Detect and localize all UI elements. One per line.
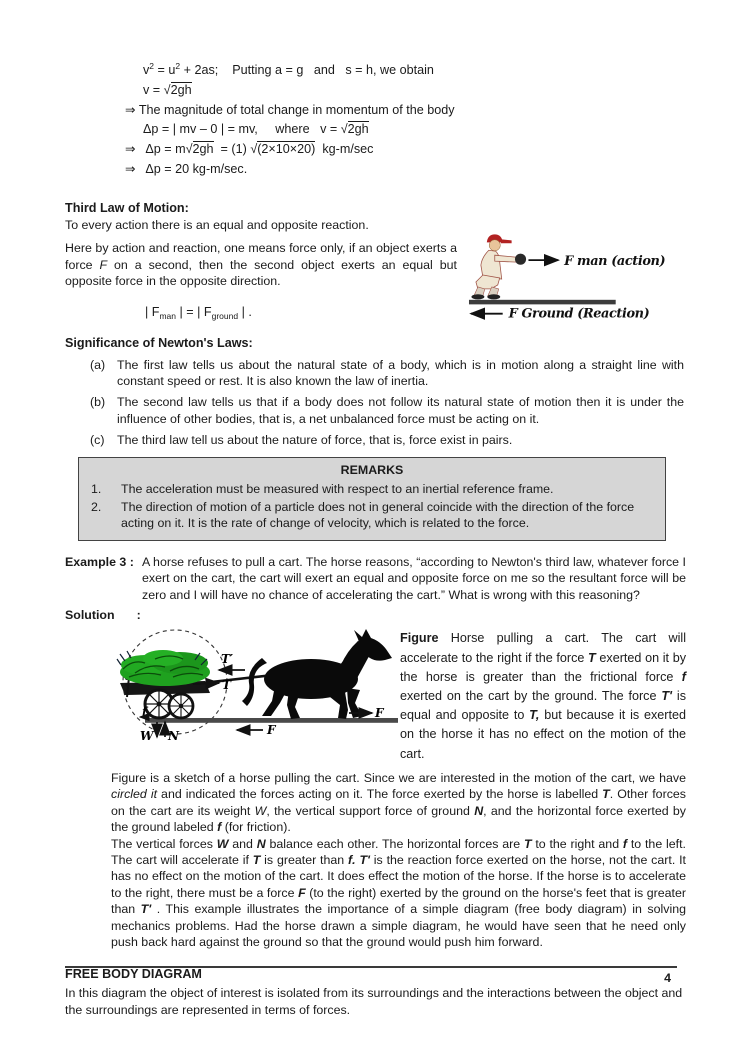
free-body-diagram-heading: FREE BODY DIAGRAM bbox=[65, 967, 202, 982]
F-on-ground-label: F bbox=[267, 723, 276, 738]
third-law-heading: Third Law of Motion: bbox=[65, 200, 189, 215]
text-segment: Horse pulling a cart. The cart will accelerate to the right if the force bbox=[400, 631, 686, 665]
text-segment: v bbox=[143, 63, 150, 77]
player-icon bbox=[471, 235, 526, 300]
text-segment: 2gh bbox=[170, 82, 192, 97]
equation-line bbox=[143, 82, 686, 99]
text-segment: , the vertical support force of ground bbox=[266, 803, 475, 818]
list-item-text: The second law tells us that if a body does not follow its natural state of motion then it is under the influence of other bodies, that is, a net unbalanced force must be acting on it. bbox=[117, 395, 684, 426]
text-segment: is greater than bbox=[260, 852, 349, 867]
F-on-horse-label: F bbox=[375, 706, 384, 721]
friction-label: f bbox=[142, 705, 147, 719]
text-segment: f bbox=[622, 836, 628, 851]
remark-item bbox=[91, 499, 653, 532]
text-segment: f bbox=[217, 820, 222, 835]
text-segment: circled it bbox=[111, 787, 158, 802]
third-law-section bbox=[65, 200, 686, 329]
example3-section bbox=[65, 554, 686, 603]
text-segment: T bbox=[588, 650, 596, 665]
text-segment: ⇒ bbox=[125, 142, 136, 157]
text-segment: v = bbox=[143, 82, 164, 97]
text-segment: F bbox=[99, 257, 108, 272]
text-segment: exerted on it by the horse is greater than the frictional force bbox=[400, 650, 686, 684]
text-segment: √ bbox=[185, 142, 193, 157]
normal-label: N bbox=[168, 729, 179, 744]
example3-label: Example 3 : bbox=[65, 554, 134, 569]
text-segment: √ bbox=[340, 122, 348, 137]
text-segment: ⇒ bbox=[125, 161, 136, 176]
text-segment: Figure is a sketch of a horse pulling the cart. Since we are interested in the motion of the cart, we have bbox=[111, 770, 686, 785]
text-segment: ⇒ bbox=[125, 102, 136, 117]
third-law-body bbox=[65, 240, 457, 289]
text-segment: 2 bbox=[175, 61, 181, 71]
text-segment: 2 bbox=[149, 61, 155, 71]
equation-line bbox=[143, 58, 686, 79]
text-segment: f bbox=[681, 669, 686, 684]
remarks-title: REMARKS bbox=[340, 462, 404, 477]
text-segment: T, bbox=[529, 708, 540, 723]
text-segment: to the right and bbox=[531, 836, 623, 851]
text-segment: Here by action and reaction, one means force only, if an object exerts a force bbox=[65, 241, 457, 272]
text-segment: | . bbox=[238, 305, 252, 320]
text-segment: exerted on the cart by the ground. The force bbox=[400, 689, 662, 704]
remark-item bbox=[91, 481, 653, 497]
remarks-box bbox=[78, 457, 666, 541]
text-segment: √ bbox=[163, 82, 171, 97]
horse-cart-figure bbox=[115, 625, 400, 747]
page-number: 4 bbox=[664, 971, 671, 985]
text-segment: W bbox=[216, 836, 229, 851]
remark-text: The acceleration must be measured with respect to an inertial reference frame. bbox=[121, 481, 554, 496]
equation-line bbox=[125, 102, 686, 119]
list-item-text: The first law tells us about the natural state of a body, which is in motion along a straight line with constant speed or rest. It is also known the law of inertia. bbox=[117, 357, 684, 388]
text-segment: 2gh bbox=[192, 142, 214, 157]
equation-line bbox=[143, 121, 686, 138]
figure-spacer bbox=[65, 625, 115, 763]
text-segment: is equal and opposite to bbox=[400, 689, 687, 723]
text-segment: W bbox=[254, 803, 267, 818]
list-item-text: The third law tell us about the nature of force, that is, force exist in pairs. bbox=[117, 433, 513, 448]
text-segment: The vertical forces bbox=[111, 836, 217, 851]
force-equality-equation bbox=[145, 304, 457, 325]
text-segment: . Other forces on the cart are its weight bbox=[111, 787, 686, 818]
text-segment: to the left. The cart will accelerate if bbox=[111, 836, 686, 867]
text-segment: | = | F bbox=[176, 305, 212, 320]
text-segment: (for friction). bbox=[221, 820, 291, 835]
T-label: T bbox=[222, 678, 231, 693]
text-segment: Figure bbox=[400, 631, 439, 646]
list-item-label: (c) bbox=[90, 433, 105, 448]
text-segment: T bbox=[523, 836, 532, 851]
equation-line bbox=[125, 161, 686, 178]
text-segment: | F bbox=[145, 305, 160, 320]
solution-label: Solution bbox=[65, 608, 115, 623]
significance-heading: Significance of Newton's Laws: bbox=[65, 335, 253, 350]
remark-number: 2. bbox=[91, 500, 102, 515]
text-segment: and bbox=[228, 836, 257, 851]
free-body-diagram-text: In this diagram the object of interest is isolated from its surroundings and the interactions between the object and the surroundings are represented in terms of forces. bbox=[65, 986, 683, 1017]
text-segment: N bbox=[474, 803, 484, 818]
list-item-label: (a) bbox=[90, 357, 106, 372]
text-segment: . This example illustrates the importance of a simple diagram (free body diagram) in solving mechanics problems. Had the horse drawn a simple diagram, he would have seen that he need only push back hard against the ground so that the ground would push him forward. bbox=[111, 902, 686, 949]
T-arrow bbox=[193, 683, 219, 684]
list-item bbox=[65, 357, 686, 390]
text-segment: T' bbox=[661, 689, 673, 704]
action-reaction-illustration bbox=[457, 232, 695, 328]
text-segment: and indicated the forces acting on it. The force exerted by the horse is labelled bbox=[157, 787, 603, 802]
text-segment: 2gh bbox=[347, 122, 369, 137]
text-segment: balance each other. The horizontal forces are bbox=[265, 836, 524, 851]
text-segment: = (1) bbox=[213, 142, 251, 157]
T-prime-label: T′ bbox=[221, 652, 234, 667]
horse-icon bbox=[242, 629, 392, 719]
text-segment: Δp = | mv – 0 | = mv, where v = bbox=[143, 122, 341, 137]
text-segment: (to the right) exerted by the ground on the horse's feet that is greater than bbox=[111, 885, 686, 917]
figure-caption bbox=[400, 629, 686, 763]
page-footer bbox=[65, 966, 677, 986]
text-segment: f. bbox=[348, 852, 356, 867]
remark-number: 1. bbox=[91, 481, 102, 496]
text-segment: (2×10×20) bbox=[257, 142, 316, 157]
text-segment: = u bbox=[154, 63, 176, 77]
text-segment: on a second, then the second object exerts an equal but opposite force in the opposite direction. bbox=[65, 257, 457, 288]
text-segment: √ bbox=[250, 142, 258, 157]
solution-colon: : bbox=[136, 608, 141, 623]
third-law-intro: To every action there is an equal and opposite reaction. bbox=[65, 217, 369, 232]
text-segment: is the reaction force exerted on the horse, not the cart. It has no effect on the motion of the cart. It does effect the motion of the horse. If the horse is to accelerate to the right, there must be a force bbox=[111, 852, 686, 900]
solution-paragraph-1 bbox=[111, 770, 686, 836]
remark-text: The direction of motion of a particle does not in general coincide with the direction of the force acting on it. It is the rate of change of velocity, which is related to the force. bbox=[121, 500, 635, 531]
weight-label: W bbox=[140, 729, 154, 744]
list-item-label: (b) bbox=[90, 395, 106, 410]
example3-text: A horse refuses to pull a cart. The horse reasons, “according to Newton's third law, whatever force I exert on the cart, the cart will exert an equal and opposite force on me so the resultant force will be zero and I will have no chance of accelerating the cart.” What is wrong with this reasoning? bbox=[142, 554, 686, 602]
text-segment: + 2as; Putting a = g and s = h, we obtain bbox=[180, 63, 434, 77]
solution-paragraph-2 bbox=[111, 836, 686, 951]
list-item bbox=[65, 432, 686, 448]
reaction-arrow-label: F Ground (Reaction) bbox=[508, 306, 650, 322]
text-segment: Δp = m bbox=[135, 142, 186, 157]
text-segment: man bbox=[159, 311, 177, 322]
text-segment: , and the horizontal force exerted by the ground labeled bbox=[111, 803, 687, 835]
text-segment: T bbox=[602, 787, 610, 802]
momentum-equations-block bbox=[65, 58, 686, 178]
text-segment: F bbox=[298, 885, 306, 900]
list-item bbox=[65, 394, 686, 427]
horse-cart-figure-row bbox=[65, 625, 686, 763]
text-segment: kg-m/sec bbox=[315, 142, 374, 157]
solution-row bbox=[65, 607, 686, 623]
text-segment: but because it is exerted on the horse it has no effect on the motion of the cart. bbox=[400, 708, 686, 761]
baseball-player-figure bbox=[467, 232, 695, 324]
text-segment: The magnitude of total change in momentum of the body bbox=[135, 102, 455, 117]
action-arrow-label: F man (action) bbox=[564, 254, 666, 270]
cart-wheel bbox=[169, 694, 193, 718]
significance-section bbox=[65, 335, 686, 449]
text-segment: N bbox=[256, 836, 266, 851]
equation-line bbox=[125, 141, 686, 158]
text-segment: T' bbox=[140, 902, 152, 917]
text-segment: T bbox=[252, 852, 261, 867]
text-segment: T' bbox=[359, 852, 370, 867]
text-segment: ground bbox=[211, 311, 239, 322]
text-segment: Δp = 20 kg-m/sec. bbox=[135, 161, 248, 176]
player-ground-line bbox=[469, 300, 616, 305]
